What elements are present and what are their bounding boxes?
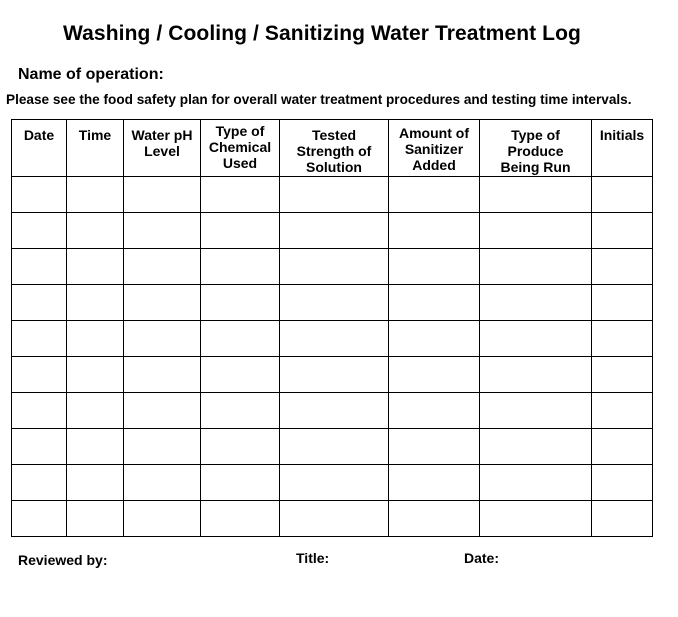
table-cell[interactable] <box>592 213 653 249</box>
table-cell[interactable] <box>124 501 201 537</box>
table-cell[interactable] <box>201 177 280 213</box>
table-cell[interactable] <box>389 321 480 357</box>
table-cell[interactable] <box>280 177 389 213</box>
table-cell[interactable] <box>480 213 592 249</box>
table-cell[interactable] <box>480 285 592 321</box>
table-cell[interactable] <box>12 249 67 285</box>
table-cell[interactable] <box>201 429 280 465</box>
table-cell[interactable] <box>389 177 480 213</box>
table-cell[interactable] <box>389 429 480 465</box>
table-cell[interactable] <box>480 321 592 357</box>
table-cell[interactable] <box>12 357 67 393</box>
table-cell[interactable] <box>592 285 653 321</box>
table-cell[interactable] <box>67 465 124 501</box>
table-cell[interactable] <box>592 501 653 537</box>
table-cell[interactable] <box>480 429 592 465</box>
table-cell[interactable] <box>592 393 653 429</box>
table-row <box>12 501 653 537</box>
table-cell[interactable] <box>280 285 389 321</box>
table-cell[interactable] <box>67 429 124 465</box>
table-cell[interactable] <box>201 501 280 537</box>
table-cell[interactable] <box>480 357 592 393</box>
table-cell[interactable] <box>67 393 124 429</box>
table-cell[interactable] <box>389 465 480 501</box>
table-cell[interactable] <box>592 177 653 213</box>
table-cell[interactable] <box>480 393 592 429</box>
table-cell[interactable] <box>12 393 67 429</box>
table-cell[interactable] <box>280 249 389 285</box>
table-cell[interactable] <box>67 321 124 357</box>
table-cell[interactable] <box>124 429 201 465</box>
table-cell[interactable] <box>201 249 280 285</box>
footer-title-label: Title: <box>296 550 330 566</box>
table-cell[interactable] <box>124 393 201 429</box>
column-header-date: Date <box>12 120 67 177</box>
table-row <box>12 465 653 501</box>
table-cell[interactable] <box>67 213 124 249</box>
table-cell[interactable] <box>67 357 124 393</box>
table-cell[interactable] <box>389 249 480 285</box>
table-cell[interactable] <box>389 357 480 393</box>
table-cell[interactable] <box>280 465 389 501</box>
table-cell[interactable] <box>592 429 653 465</box>
column-header-initials: Initials <box>592 120 653 177</box>
table-cell[interactable] <box>480 177 592 213</box>
table-cell[interactable] <box>12 177 67 213</box>
table-cell[interactable] <box>280 321 389 357</box>
table-cell[interactable] <box>124 249 201 285</box>
column-header-tested-strength: Tested Strength of Solution <box>280 120 389 177</box>
table-cell[interactable] <box>389 213 480 249</box>
table-cell[interactable] <box>67 285 124 321</box>
footer-date-label: Date: <box>464 550 500 566</box>
table-cell[interactable] <box>12 285 67 321</box>
table-cell[interactable] <box>280 357 389 393</box>
table-cell[interactable] <box>124 177 201 213</box>
table-row <box>12 177 653 213</box>
table-cell[interactable] <box>201 465 280 501</box>
treatment-log-table <box>11 119 653 537</box>
table-cell[interactable] <box>389 393 480 429</box>
reviewed-by-label: Reviewed by: <box>18 552 108 568</box>
column-header-water-ph-level: Water pH Level <box>124 120 201 177</box>
column-header-sanitizer-amount: Amount of Sanitizer Added <box>389 120 480 177</box>
table-row <box>12 213 653 249</box>
instructions-text: Please see the food safety plan for overall water treatment procedures and testing time intervals. <box>6 92 632 107</box>
table-row <box>12 249 653 285</box>
table-cell[interactable] <box>12 501 67 537</box>
table-cell[interactable] <box>389 501 480 537</box>
table-row <box>12 429 653 465</box>
table-cell[interactable] <box>480 465 592 501</box>
table-cell[interactable] <box>592 321 653 357</box>
table-row <box>12 285 653 321</box>
table-cell[interactable] <box>389 285 480 321</box>
table-cell[interactable] <box>12 465 67 501</box>
table-cell[interactable] <box>124 285 201 321</box>
column-header-produce-type: Type of Produce Being Run <box>480 120 592 177</box>
table-cell[interactable] <box>280 501 389 537</box>
table-row <box>12 393 653 429</box>
table-cell[interactable] <box>201 357 280 393</box>
table-cell[interactable] <box>201 285 280 321</box>
table-cell[interactable] <box>12 429 67 465</box>
table-cell[interactable] <box>124 357 201 393</box>
table-cell[interactable] <box>12 321 67 357</box>
table-cell[interactable] <box>480 249 592 285</box>
table-cell[interactable] <box>592 357 653 393</box>
operation-name-label: Name of operation: <box>18 66 164 83</box>
table-row <box>12 357 653 393</box>
table-cell[interactable] <box>592 249 653 285</box>
document-title: Washing / Cooling / Sanitizing Water Treatment Log <box>63 22 581 45</box>
table-cell[interactable] <box>280 393 389 429</box>
table-cell[interactable] <box>592 465 653 501</box>
column-header-time: Time <box>67 120 124 177</box>
table-cell[interactable] <box>280 213 389 249</box>
table-cell[interactable] <box>201 393 280 429</box>
table-row <box>12 321 653 357</box>
table-cell[interactable] <box>480 501 592 537</box>
table-cell[interactable] <box>124 321 201 357</box>
table-cell[interactable] <box>67 501 124 537</box>
table-cell[interactable] <box>67 177 124 213</box>
table-cell[interactable] <box>12 213 67 249</box>
table-cell[interactable] <box>124 213 201 249</box>
table-cell[interactable] <box>124 465 201 501</box>
table-cell[interactable] <box>280 429 389 465</box>
table-header-row <box>12 120 653 177</box>
table-cell[interactable] <box>67 249 124 285</box>
table-cell[interactable] <box>201 213 280 249</box>
column-header-chemical-type: Type of Chemical Used <box>201 120 280 177</box>
table-cell[interactable] <box>201 321 280 357</box>
